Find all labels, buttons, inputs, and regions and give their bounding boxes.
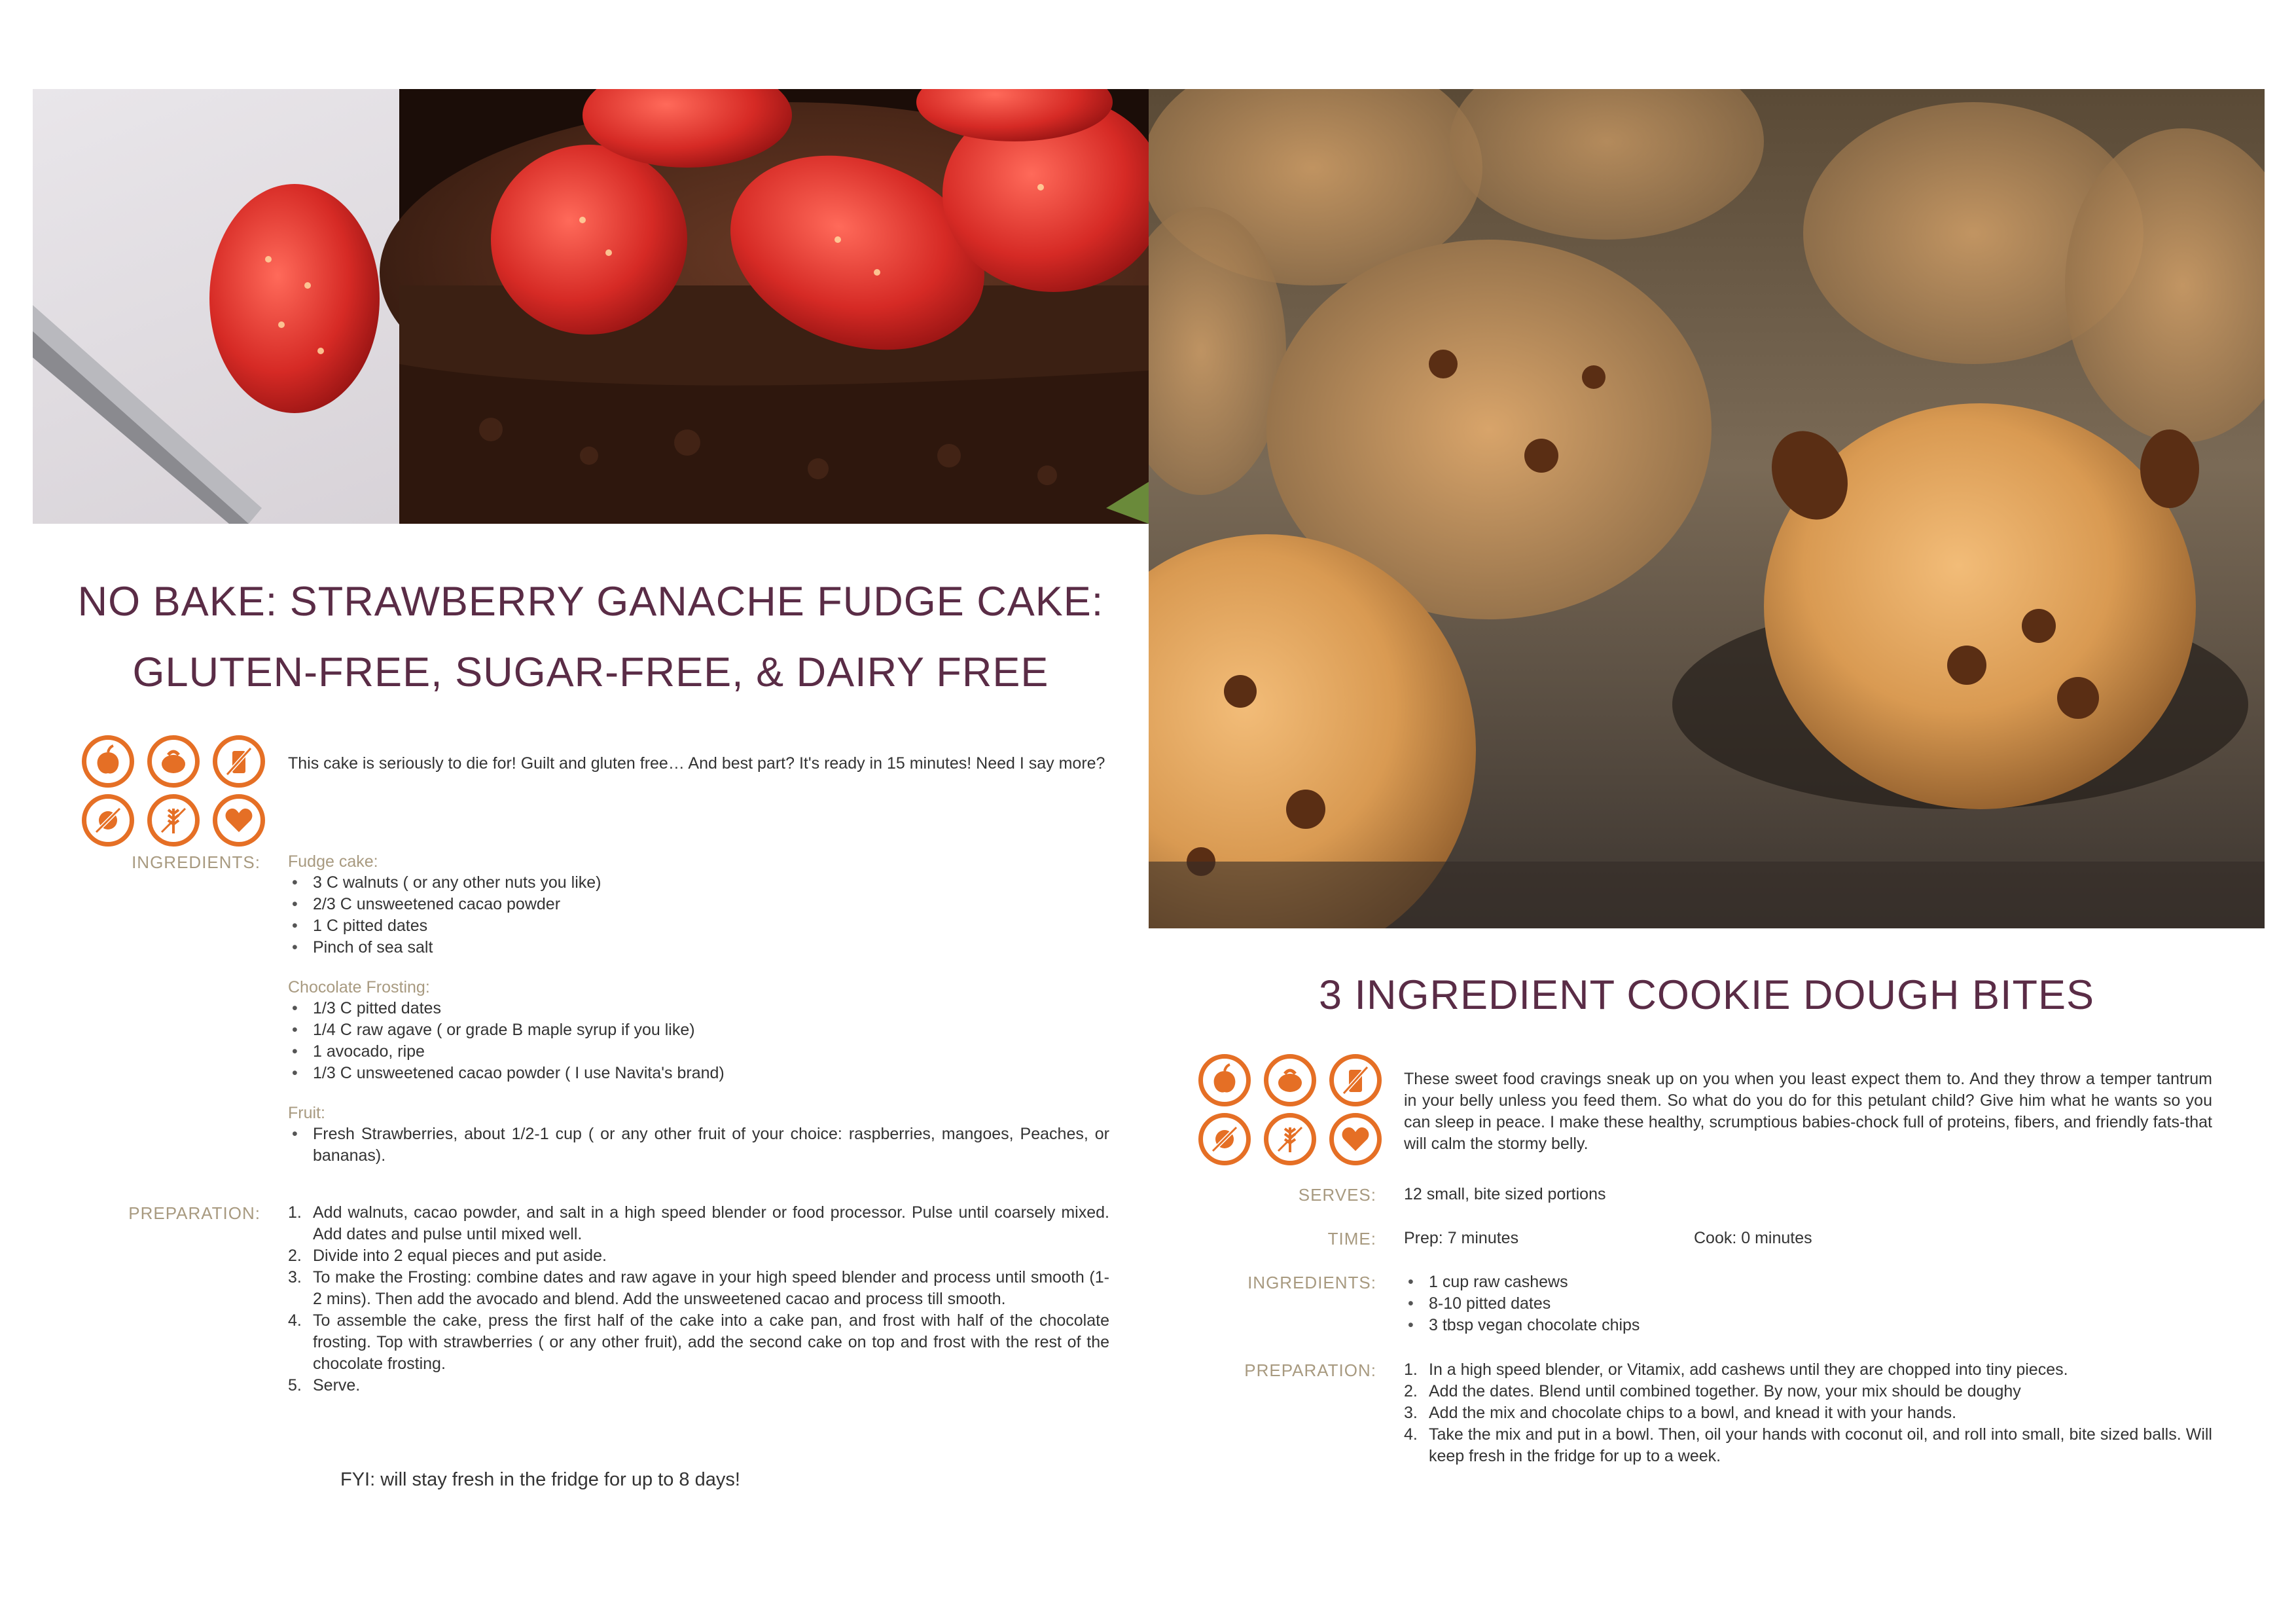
no-sugar-icon (82, 794, 134, 847)
cookie-recipe-title: 3 INGREDIENT COOKIE DOUGH BITES (1318, 972, 2095, 1018)
cook-time: Cook: 0 minutes (1694, 1229, 1812, 1247)
time-label: TIME: (1327, 1229, 1376, 1249)
list-item: • 1 C pitted dates (288, 915, 1109, 937)
cake-preparation (288, 1202, 1109, 1396)
cookie-preparation (1404, 1359, 2212, 1467)
vegetable-icon (1264, 1054, 1316, 1106)
cake-fyi-note: FYI: will stay fresh in the fridge for up to 8 days! (340, 1469, 740, 1490)
step-item: 5. Serve. (288, 1376, 361, 1395)
cake-ingredients-label: INGREDIENTS: (132, 852, 260, 872)
cake-intro: This cake is seriously to die for! Guilt and gluten free… And best part? It's ready in 15 minutes! Need I say more? (288, 754, 1105, 773)
heart-icon (213, 794, 265, 847)
cake-recipe-title (33, 566, 1149, 708)
list-item: • 3 tbsp vegan chocolate chips (1404, 1315, 2212, 1336)
cake-title-line-2: GLUTEN-FREE, SUGAR-FREE, & DAIRY FREE (132, 649, 1049, 695)
step-item: 4. To assemble the cake, press the first half of the cake into a cake pan, and frost with half of the chocolate frosting. Top with strawberries ( or any other fruit), add the second cake on top and frost with the rest of the chocolate frosting. (288, 1311, 1109, 1373)
fruit-icon (82, 735, 134, 788)
step-item: 3. To make the Frosting: combine dates and raw agave in your high speed blender and process until smooth (1-2 mins). Then add the avocado and blend. Add the unsweetened cacao and process till smooth. (288, 1268, 1109, 1308)
list-item: • 1/4 C raw agave ( or grade B maple syrup if you like) (288, 1019, 1109, 1041)
frosting-heading: Chocolate Frosting: (288, 978, 430, 996)
list-item: • 3 C walnuts ( or any other nuts you like) (288, 872, 1109, 894)
no-dairy-icon (1329, 1054, 1382, 1106)
list-item: • 1/3 C pitted dates (288, 998, 1109, 1019)
cookie-ingredients-label: INGREDIENTS: (1247, 1273, 1376, 1292)
cookie-dough-photo (1149, 89, 2265, 928)
step-item: 1. Add walnuts, cacao powder, and salt in a high speed blender or food processor. Pulse until coarsely mixed. Add dates and pulse until mixed well. (288, 1203, 1109, 1243)
step-item: 2. Divide into 2 equal pieces and put aside. (288, 1247, 607, 1265)
cookie-ingredients (1404, 1271, 2212, 1336)
prep-time: Prep: 7 minutes (1404, 1229, 1519, 1247)
list-item: • Pinch of sea salt (288, 937, 1109, 958)
vegetable-icon (147, 735, 200, 788)
list-item: • 8-10 pitted dates (1404, 1293, 2212, 1315)
cookie-intro: These sweet food cravings sneak up on you when you least expect them to. And they throw a temper tantrum in your belly unless you feed them. So what do you do for this petulant child? Give him what he wants so you can sleep in peace. I make these healthy, scrumptious babies-chock full of proteins, fibers, and friendly fats-that will calm the stormy belly. (1404, 1070, 2212, 1153)
no-gluten-icon (1264, 1113, 1316, 1165)
list-item: • Fresh Strawberries, about 1/2-1 cup ( or any other fruit of your choice: raspberries, mangoes, Peaches, or bananas). (288, 1123, 1109, 1167)
list-item: • 1 avocado, ripe (288, 1041, 1109, 1063)
list-item: • 1/3 C unsweetened cacao powder ( I use Navita's brand) (288, 1063, 1109, 1084)
fruit-heading: Fruit: (288, 1104, 325, 1122)
list-item: • 2/3 C unsweetened cacao powder (288, 894, 1109, 915)
fudge-cake-heading: Fudge cake: (288, 852, 378, 871)
serves-value: 12 small, bite sized portions (1404, 1185, 1606, 1203)
heart-icon (1329, 1113, 1382, 1165)
fruit-list (288, 1123, 1109, 1167)
step-item: 2. Add the dates. Blend until combined together. By now, your mix should be doughy (1404, 1382, 2021, 1400)
fruit-icon (1198, 1054, 1251, 1106)
cake-diet-icons (79, 732, 268, 850)
no-sugar-icon (1198, 1113, 1251, 1165)
list-item: • 1 cup raw cashews (1404, 1271, 2212, 1293)
cake-ingredients (288, 851, 1109, 1167)
cookie-diet-icons (1195, 1051, 1385, 1169)
no-gluten-icon (147, 794, 200, 847)
cake-photo (33, 89, 1149, 524)
frosting-list (288, 998, 1109, 1084)
cookie-preparation-label: PREPARATION: (1244, 1360, 1376, 1380)
cookie-ingredient-list (1404, 1271, 2212, 1336)
step-item: 3. Add the mix and chocolate chips to a bowl, and knead it with your hands. (1404, 1404, 1957, 1422)
cake-preparation-label: PREPARATION: (128, 1203, 260, 1223)
step-item: 4. Take the mix and put in a bowl. Then, oil your hands with coconut oil, and roll into small, bite sized balls. Will keep fresh in the fridge for up to a week. (1404, 1425, 2212, 1465)
cake-steps (288, 1202, 1109, 1396)
step-item: 1. In a high speed blender, or Vitamix, add cashews until they are chopped into tiny pieces. (1404, 1360, 2068, 1379)
serves-label: SERVES: (1298, 1185, 1376, 1205)
cookie-steps (1404, 1359, 2212, 1467)
cake-title-line-1: NO BAKE: STRAWBERRY GANACHE FUDGE CAKE: (77, 579, 1104, 625)
fudge-cake-list (288, 872, 1109, 958)
no-dairy-icon (213, 735, 265, 788)
